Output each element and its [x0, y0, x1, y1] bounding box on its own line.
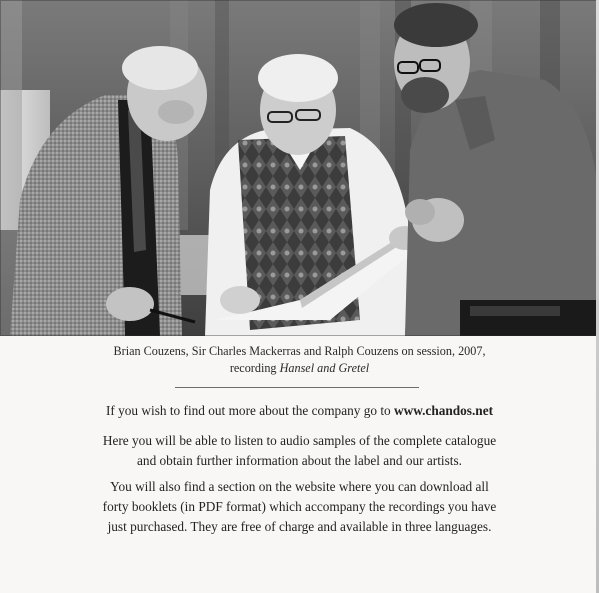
caption-line-2	[60, 360, 539, 377]
photo-caption	[60, 343, 539, 377]
booklet-download-line-1: You will also find a section on the website where you can download all	[110, 479, 489, 494]
audio-samples-line-2: and obtain further information about the label and our artists.	[137, 453, 462, 468]
caption-work-title: Hansel and Gretel	[279, 361, 370, 375]
divider-rule	[175, 387, 419, 388]
booklet-download-line-2: forty booklets (in PDF format) which accompany the recordings you have	[102, 499, 497, 514]
audio-samples-paragraph	[50, 431, 549, 471]
audio-samples-line-1: Here you will be able to listen to audio samples of the complete catalogue	[102, 433, 497, 448]
website-intro-text: If you wish to find out more about the company go to	[105, 403, 395, 418]
website-intro-paragraph	[50, 401, 549, 421]
caption-line-2-prefix: recording	[229, 361, 280, 375]
caption-line-1: Brian Couzens, Sir Charles Mackerras and Ralph Couzens on session, 2007,	[113, 344, 486, 358]
booklet-download-line-3: just purchased. They are free of charge and available in three languages.	[107, 519, 492, 534]
website-url: www.chandos.net	[394, 403, 494, 418]
booklet-download-paragraph	[50, 477, 549, 537]
